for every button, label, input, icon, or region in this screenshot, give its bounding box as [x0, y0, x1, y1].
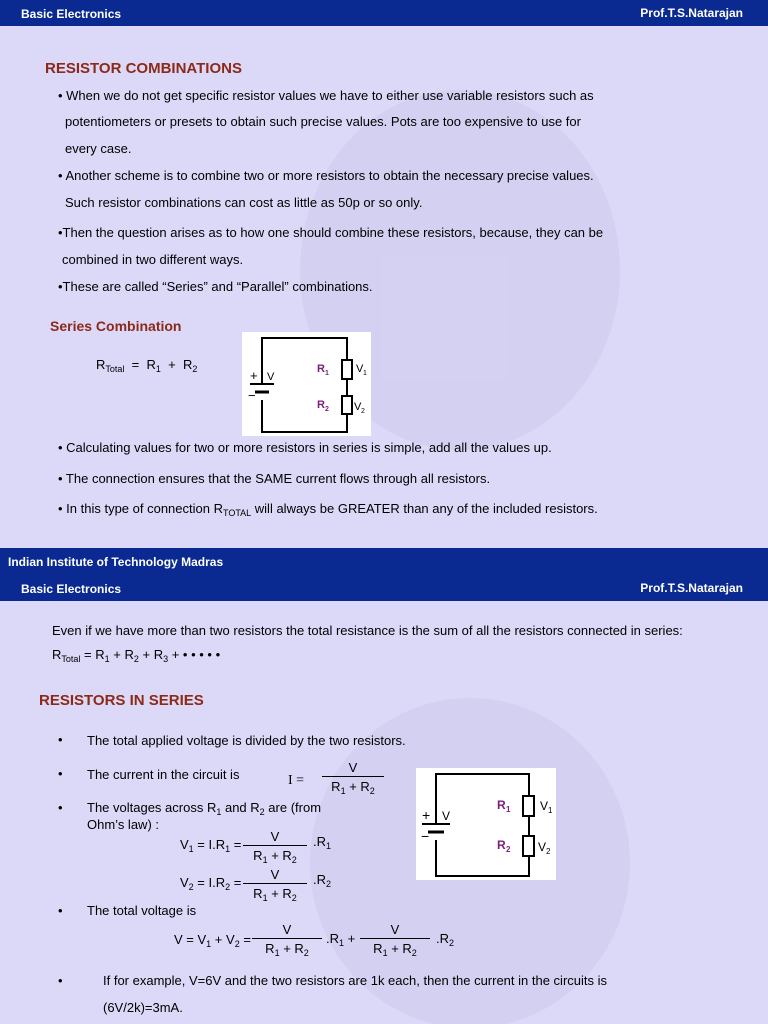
v2-equation-tail: $.R_2$: [313, 872, 332, 889]
bullet-total-voltage: The total voltage is: [87, 903, 197, 918]
v2-equation-lhs: $V_2 = I.R_2$ =: [180, 875, 242, 892]
example-line-1: If for example, V=6V and the two resistors are 1k each, then the current in the circuits is: [103, 973, 607, 988]
total-voltage-equation-tail: $.R_2$: [436, 931, 455, 948]
paragraph-line: Such resistor combinations can cost as little as 50p or so only.: [65, 195, 423, 210]
paragraph-line: •These are called “Series” and “Parallel” combinations.: [58, 279, 373, 294]
svg-text:R: R: [497, 798, 506, 812]
header-bar: [0, 0, 768, 26]
v1-equation-lhs: $V_1 = I.R_1$ =: [180, 837, 242, 854]
paragraph-line: combined in two different ways.: [62, 252, 244, 267]
total-voltage-fraction-1: $\frac{V}{R_1 + R_2}$: [252, 922, 322, 958]
svg-text:V: V: [442, 809, 451, 823]
slide-title: RESISTOR COMBINATIONS: [45, 60, 242, 77]
institute-bar: [0, 548, 768, 574]
circuit-svg: [242, 332, 371, 436]
institute-name: Indian Institute of Technology Madras: [8, 555, 224, 569]
svg-text:1: 1: [506, 805, 511, 814]
current-equation-lhs: I =: [288, 773, 305, 788]
total-voltage-equation-mid: $.R_1$ +: [326, 931, 356, 948]
bullet-voltages-across: The voltages across $R_1$ and $R_2$ are (from: [87, 800, 322, 817]
author-name: Prof.T.S.Natarajan: [640, 6, 743, 20]
series-circuit-diagram: [242, 332, 371, 436]
svg-text:1: 1: [363, 370, 367, 377]
v1-equation-tail: $.R_1$: [313, 834, 332, 851]
paragraph-line: potentiometers or presets to obtain such precise values. Pots are too expensive to use for: [65, 114, 581, 129]
paragraph-line: • When we do not get specific resistor values we have to either use variable resistors such as: [58, 88, 594, 103]
bullet-marker: •: [58, 732, 63, 747]
header-bar: [0, 574, 768, 601]
paragraph-line: every case.: [65, 141, 132, 156]
svg-text:+: +: [250, 368, 258, 383]
bullet-marker: •: [58, 800, 63, 815]
svg-text:−: −: [248, 388, 256, 403]
paragraph-line: • Another scheme is to combine two or more resistors to obtain the necessary precise values.: [58, 168, 594, 183]
svg-text:V: V: [538, 840, 547, 854]
total-voltage-fraction-2: $\frac{V}{R_1 + R_2}$: [360, 922, 430, 958]
svg-text:2: 2: [506, 845, 511, 854]
slide-title: RESISTORS IN SERIES: [39, 692, 204, 709]
total-voltage-equation-lhs: $V = V_1 + V_2$ =: [174, 932, 251, 949]
course-title: Basic Electronics: [21, 7, 122, 21]
series-combination-heading: Series Combination: [50, 318, 182, 334]
bullet-same-current: • The connection ensures that the SAME current flows through all resistors.: [58, 471, 491, 486]
bullet-marker: •: [58, 903, 63, 918]
bullet-rtotal-greater: • In this type of connection $R_{TOTAL}$ will always be GREATER than any of the included resistors.: [58, 501, 598, 518]
svg-text:2: 2: [546, 847, 551, 856]
v1-equation-fraction: $\frac{V}{R_1 + R_2}$: [243, 829, 307, 865]
svg-text:V: V: [267, 371, 275, 383]
svg-text:1: 1: [325, 370, 329, 377]
bullet-series-add: • Calculating values for two or more resistors in series is simple, add all the values up.: [58, 440, 552, 455]
v2-equation-fraction: $\frac{V}{R_1 + R_2}$: [243, 867, 307, 903]
svg-text:V: V: [356, 363, 364, 375]
svg-text:1: 1: [548, 806, 553, 815]
svg-text:V: V: [354, 401, 362, 413]
circuit-svg: [416, 768, 556, 880]
paragraph-line: •Then the question arises as to how one should combine these resistors, because, they can be: [58, 225, 604, 240]
svg-text:+: +: [422, 807, 431, 823]
bullet-voltage-divided: The total applied voltage is divided by the two resistors.: [87, 733, 406, 748]
svg-text:R: R: [317, 363, 325, 375]
svg-text:2: 2: [361, 408, 365, 415]
sum-formula: $R_{Total} = R_1 + R_2 + R_3$ + • • • • •: [52, 647, 221, 664]
bullet-marker: •: [58, 766, 63, 781]
example-line-2: (6V/2k)=3mA.: [103, 1000, 183, 1015]
author-name: Prof.T.S.Natarajan: [640, 581, 743, 595]
bullet-marker: •: [58, 973, 63, 988]
slide-2: [0, 548, 768, 1024]
bullet-voltages-across-cont: Ohm’s law) :: [87, 817, 159, 832]
course-title: Basic Electronics: [21, 582, 122, 596]
svg-text:2: 2: [325, 406, 329, 413]
total-resistance-formula: $R_{Total} = R_1 + R_2$: [96, 357, 198, 374]
svg-text:−: −: [421, 828, 430, 844]
bullet-current: The current in the circuit is: [87, 767, 240, 782]
series-circuit-diagram: [416, 768, 556, 880]
current-equation-fraction: $\frac{V}{R_1 + R_2}$: [322, 760, 384, 796]
svg-text:R: R: [317, 399, 325, 411]
svg-text:R: R: [497, 838, 506, 852]
intro-text: Even if we have more than two resistors the total resistance is the sum of all the resistors connected in series:: [52, 623, 683, 638]
svg-text:V: V: [540, 799, 549, 813]
